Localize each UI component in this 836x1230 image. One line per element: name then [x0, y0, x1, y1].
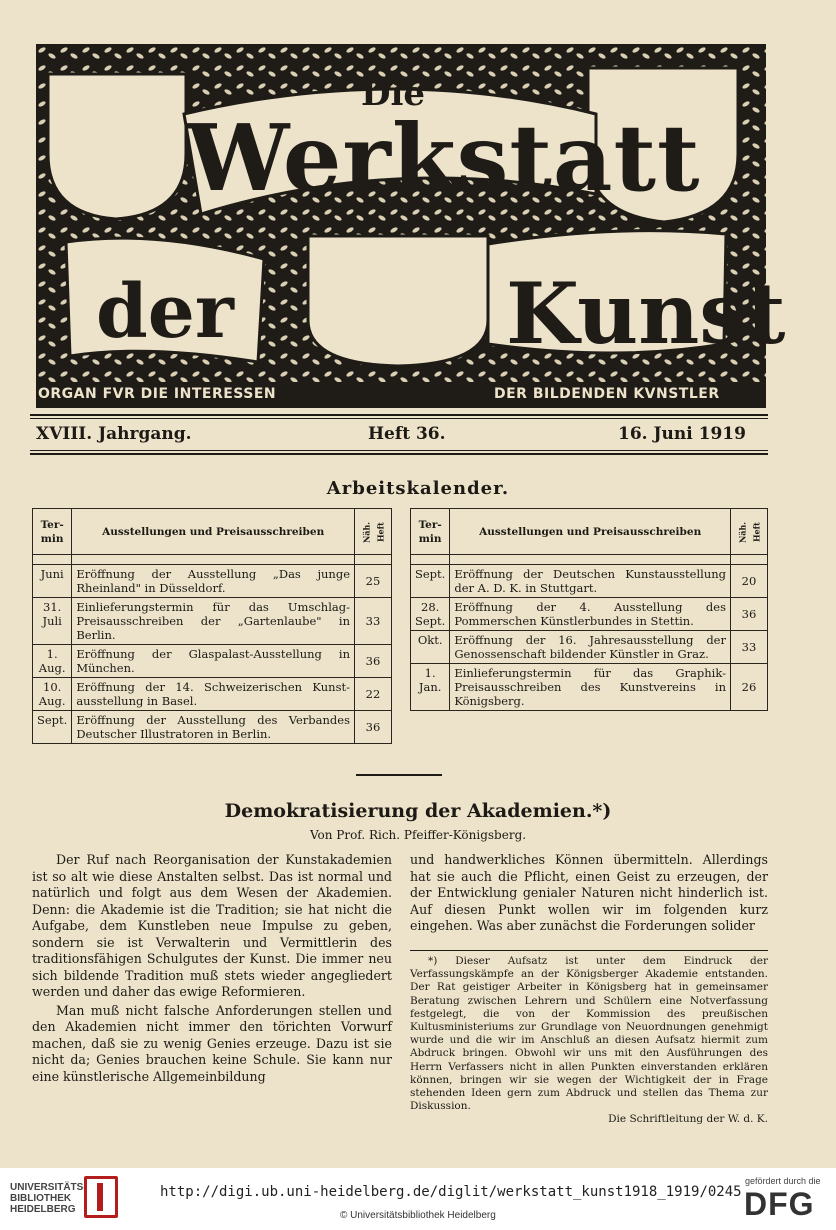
library-logo-icon	[84, 1176, 118, 1218]
calendar-table-left	[32, 508, 392, 744]
paragraph: Man muß nicht falsche Anforderungen stellen und den Akademien nicht immer den törichten Vorwurf machen, daß sie zu wenig Genies erzeuge. Dazu ist sie nicht da; Genies brauchen keine Schule. Sie kann nur eine künstlerische Allgemeinbildung	[32, 1002, 392, 1084]
library-name: UNIVERSITÄTS- BIBLIOTHEK HEIDELBERG	[10, 1182, 87, 1215]
table-row: 1. Aug. Eröffnung der Glaspalast-Ausstellung in München. 36	[33, 645, 392, 678]
masthead-der: der	[96, 269, 234, 355]
header-desc: Ausstellungen und Preisausschreiben	[72, 509, 355, 555]
paragraph: Der Ruf nach Reorganisation der Kunstakademien ist so alt wie diese Anstalten selbst. Das ist normal und natürlich und folgt aus dem Wesen der Akademien. Denn: die Akademie ist die Tradition; sie hat nicht die Aufgabe, dem Kunstleben neue Impulse zu geben, sondern sie ist Verwalterin und Vermittlerin des traditionsfähigen Schulgutes der Kunst. Die immer neu sich bildende Tradition muß stets wieder angegliedert werden und daher das ewige Reformieren.	[32, 852, 392, 999]
article-column-left	[32, 852, 392, 1087]
table-row: Juni Eröffnung der Ausstellung „Das junge Rheinland" in Düsseldorf. 25	[33, 565, 392, 598]
article-title: Demokratisierung der Akademien.*)	[224, 800, 612, 822]
table-row: 1. Jan. Einlieferungstermin für das Graphik-Preisausschreiben des Kunstvereins in Königsberg. 26	[411, 664, 768, 711]
issue-date: 16. Juni 1919	[618, 424, 746, 444]
masthead-kunst: Kunst	[506, 264, 786, 363]
calendar-table-right	[410, 508, 768, 711]
table-row: 28. Sept. Eröffnung der 4. Ausstellung des Pommerschen Künstlerbundes in Stettin. 36	[411, 598, 768, 631]
table-row: Sept. Eröffnung der Deutschen Kunstausstellung der A. D. K. in Stuttgart. 20	[411, 565, 768, 598]
table-row: Sept. Eröffnung der Ausstellung des Verbandes Deutscher Illustratoren in Berlin. 36	[33, 711, 392, 744]
masthead-organ-left: ORGAN FVR DIE INTERESSEN	[38, 386, 277, 402]
article-column-right	[410, 852, 768, 937]
article-author: Von Prof. Rich. Pfeiffer-Königsberg.	[309, 828, 527, 842]
header-termin: Ter-min	[33, 509, 72, 555]
masthead-werkstatt: Werkstatt	[186, 104, 701, 212]
rule-top	[30, 414, 768, 416]
header-heft: Näh. Heft	[355, 509, 392, 555]
dfg-label: gefördert durch die	[745, 1176, 821, 1186]
table-row: Okt. Eröffnung der 16. Jahresausstellung der Genossenschaft bildender Künstler in Graz. 33	[411, 631, 768, 664]
permalink[interactable]: http://digi.ub.uni-heidelberg.de/diglit/werkstatt_kunst1918_1919/0245	[160, 1184, 742, 1200]
calendar-title: Arbeitskalender.	[326, 478, 510, 499]
header-desc: Ausstellungen und Preisausschreiben	[450, 509, 731, 555]
footnote	[410, 950, 768, 1127]
paragraph: und handwerkliches Können übermitteln. Allerdings hat sie auch die Pflicht, einen Geist zu erzeugen, der der Entwicklung genialer Naturen nicht hinderlich ist. Auf diesen Punkt wollen wir im folgenden kurz eingehen. Was aber zunächst die Forderungen solider	[410, 852, 768, 933]
footnote-signature: Die Schriftleitung der W. d. K.	[608, 1113, 768, 1126]
issue-heft: Heft 36.	[368, 424, 446, 444]
masthead-organ-right: DER BILDENDEN KVNSTLER	[494, 386, 720, 402]
masthead	[36, 44, 786, 408]
rule-bottom-thin	[30, 450, 768, 451]
issue-jahrgang: XVIII. Jahrgang.	[36, 424, 192, 444]
section-separator	[356, 774, 442, 776]
rule-bottom	[30, 453, 768, 455]
copyright: © Universitätsbibliothek Heidelberg	[340, 1210, 496, 1221]
rule-top-thin	[30, 418, 768, 419]
table-row: 10. Aug. Eröffnung der 14. Schweizerischen Kunst-ausstellung in Basel. 22	[33, 678, 392, 711]
footnote-text: *) Dieser Aufsatz ist unter dem Eindruck der Verfassungskämpfe an der Königsberger Akademie entstanden. Der Rat geistiger Arbeiter in Königsberg hat in gemeinsamer Beratung zwischen Lehrern und Schülern eine Notverfassung festgelegt, die von der Kommission des preußischen Kultusministeriums zur Grundlage von Neuordnungen genehmigt wurde und die wir im Anschluß an diesen Aufsatz hiermit zum Abdruck bringen. Obwohl wir uns mit den Ausführungen des Herrn Verfassers nicht in allen Punkten einverstanden erklären können, bringen wir sie wegen der Wichtigkeit der in Frage stehenden Ideen gern zum Abdruck und stellen das Thema zur Diskussion.	[410, 955, 768, 1113]
masthead-die: Die	[361, 74, 426, 114]
header-heft: Näh. Heft	[731, 509, 768, 555]
header-termin: Ter-min	[411, 509, 450, 555]
viewer-footer	[0, 1168, 836, 1230]
table-row: 31. Juli Einlieferungstermin für das Umschlag-Preisausschreiben der „Gartenlaube" in Berlin. 33	[33, 598, 392, 645]
dfg-logo: DFG	[744, 1186, 815, 1222]
